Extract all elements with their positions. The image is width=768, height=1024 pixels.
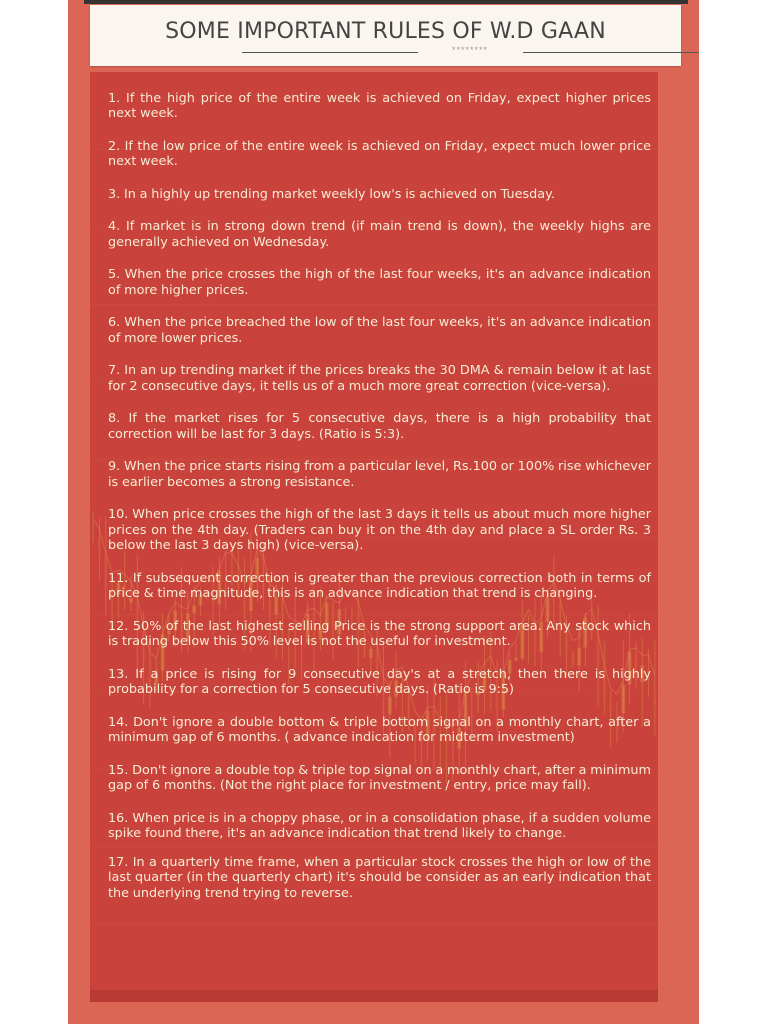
title-ornament: ******** — [451, 45, 489, 55]
chart-candle-body — [653, 682, 657, 707]
rule-item: 16. When price is in a choppy phase, or in a consolidation phase, if a sudden volume spike found there, it's an advance indication that trend likely to change. — [108, 810, 651, 842]
header-banner — [90, 5, 681, 66]
page-title: SOME IMPORTANT RULES OF W.D GAAN — [165, 19, 606, 44]
rule-item: 9. When the price starts rising from a particular level, Rs.100 or 100% rise whichever is earlier becomes a strong resistance. — [108, 459, 651, 490]
chart-axis-bar — [90, 990, 658, 1002]
rule-item: 6. When the price breached the low of the last four weeks, it's an advance indication of more lower prices. — [108, 315, 651, 346]
title-divider-left — [242, 52, 418, 53]
chart-candle-body — [98, 538, 102, 557]
rule-item: 3. In a highly up trending market weekly low's is achieved on Tuesday. — [108, 186, 555, 202]
rule-item: 11. If subsequent correction is greater than the previous correction both in terms of price & time magnitude, this is an advance indication that trend is changing. — [108, 570, 651, 602]
rule-item: 14. Don't ignore a double bottom & triple bottom signal on a monthly chart, after a minimum gap of 6 months. ( advance indication for midterm investment) — [108, 714, 651, 746]
chart-candle-body — [91, 537, 95, 539]
rule-item: 15. Don't ignore a double top & triple top signal on a monthly chart, after a minimum gap of 6 months. (Not the right place for investment / entry, price may fall). — [108, 762, 651, 794]
rule-item: 12. 50% of the last highest selling Price is the strong support area. Any stock which is trading below this 50% level is not the useful for investment. — [108, 618, 651, 650]
rules-list — [108, 78, 651, 918]
rule-item: 4. If market is in strong down trend (if main trend is down), the weekly highs are generally achieved on Wednesday. — [108, 219, 651, 250]
rule-item: 17. In a quarterly time frame, when a particular stock crosses the high or low of the last quarter (in the quarterly chart) it's should be consider as an early indication that the underlying trend trying to reverse. — [108, 854, 651, 901]
rule-item: 1. If the high price of the entire week is achieved on Friday, expect higher prices next week. — [108, 90, 651, 122]
rule-item: 7. In an up trending market if the prices breaks the 30 DMA & remain below it at last for 2 consecutive days, it tells us of a much more great correction (vice-versa). — [108, 363, 651, 394]
title-divider-right — [523, 52, 699, 53]
rule-item: 2. If the low price of the entire week is achieved on Friday, expect much lower price next week. — [108, 138, 651, 170]
top-bar — [84, 0, 688, 4]
rule-item: 13. If a price is rising for 9 consecutive day's at a stretch, then there is highly probability for a correction for 5 consecutive days. (Ratio is 9:5) — [108, 666, 651, 698]
rule-item: 8. If the market rises for 5 consecutive days, there is a high probability that correction will be last for 3 days. (Ratio is 5:3). — [108, 411, 651, 442]
rule-item: 5. When the price crosses the high of the last four weeks, it's an advance indication of more higher prices. — [108, 267, 651, 298]
rule-item: 10. When price crosses the high of the last 3 days it tells us about much more higher prices on the 4th day. (Traders can buy it on the 4th day and place a SL order Rs. 3 below the last 3 days high) (vice-versa). — [108, 507, 651, 554]
